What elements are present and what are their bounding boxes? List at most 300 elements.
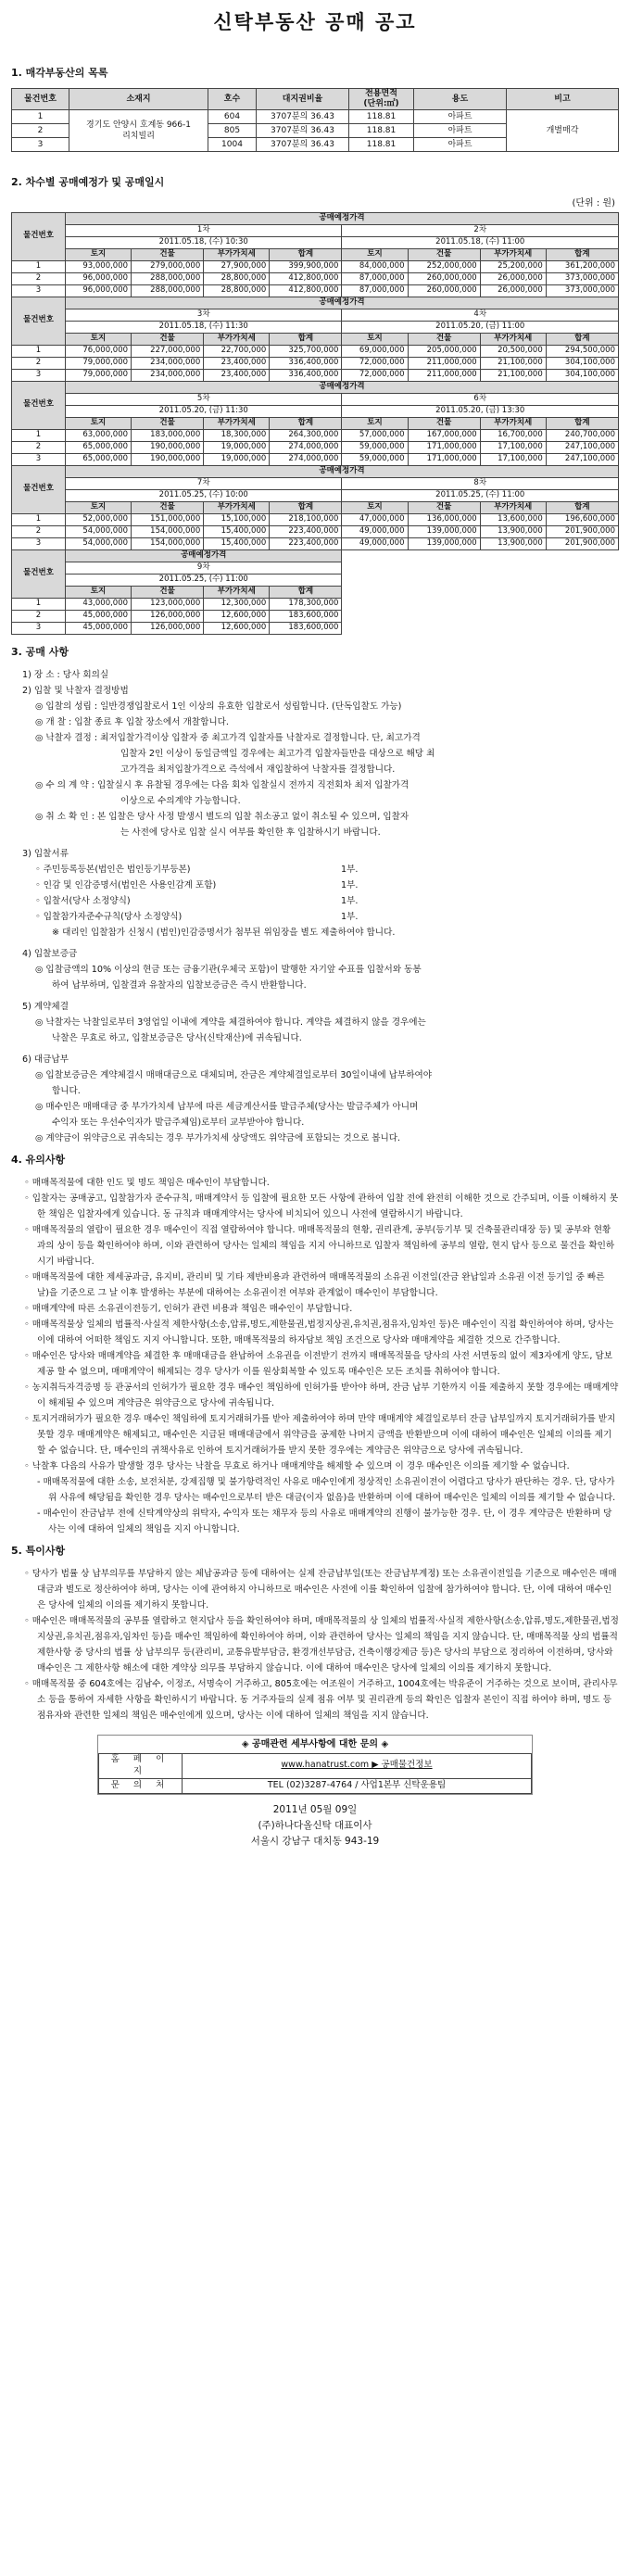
doc-item <box>11 909 619 925</box>
price-cell: 264,300,000 <box>270 429 342 441</box>
price-cell: 154,000,000 <box>132 537 204 549</box>
remark-cell: 개별매각 <box>507 110 619 152</box>
note-text: 매매목적물의 열람이 필요한 경우 매수인이 직접 열람하여야 합니다. 매매목적물의 현황, 권리관계, 공부(등기부 및 건축물관리대장 등) 및 공부와 현황과의 상이 등을 확인하여야 하며, 이와 관련하여 당사는 일체의 책임을 지지 아니하므로 입찰자 책임하에 공부의 열람, 현지 답사 등으로 물건을 확인하시기 바랍니다. <box>32 1224 615 1267</box>
auction-date: 2011.05.20, (금) 11:00 <box>342 321 619 333</box>
price-cell: 12,600,000 <box>204 622 270 634</box>
auction-date: 2011.05.18, (수) 10:30 <box>66 236 342 248</box>
price-cell: 72,000,000 <box>342 357 408 369</box>
bullet-icon: ◦ <box>24 1350 32 1361</box>
price-col-header: 토지 <box>66 586 132 598</box>
price-cell: 45,000,000 <box>66 622 132 634</box>
payment-text-1: ◎ 입찰보증금은 계약체결시 매매대금으로 대체되며, 잔금은 계약체결일로부터 30일이내에 납부하여야 <box>35 1069 432 1080</box>
contract-heading: 5) 계약체결 <box>22 1001 69 1012</box>
price-cell: 87,000,000 <box>342 272 408 284</box>
price-cell: 28,800,000 <box>204 272 270 284</box>
price-header: 공매예정가격 <box>66 381 619 393</box>
price-header: 공매예정가격 <box>66 212 619 224</box>
col-remark: 비고 <box>507 89 619 110</box>
price-col-header: 토지 <box>342 501 408 513</box>
doc-item <box>11 893 619 909</box>
doc-name: ◦ 주민등록등본(법인은 법인등기부등본) <box>35 864 191 875</box>
section-2-heading: 2. 차수별 공매예정가 및 공매일시 <box>11 176 165 189</box>
page-title: 신탁부동산 공매 공고 <box>213 11 417 33</box>
special-text: 매매목적물 중 604호에는 김남수, 이정조, 서명숙이 거주하고, 805호에는 여조원이 거주하고, 1004호에는 박유준이 거주하는 것으로 보이며, 관리사무소 등을 통하여 자세한 사항을 확인하시기 바랍니다. 동 거주자들의 실제 점유 여부 및 권리관계 등의 확인은 입찰자 본인이 직접 하여야 하며, 명도 등 점유자와 관련한 일체의 책임은 매수인에게 있으며, 당사는 이에 대하여 일체의 책임을 지지 않습니다. <box>32 1678 618 1721</box>
note-text: 매매목적물에 대한 인도 및 명도 책임은 매수인이 부담합니다. <box>32 1177 270 1188</box>
price-cell: 19,000,000 <box>204 453 270 465</box>
note-text: 입찰자는 공매공고, 입찰참가자 준수규칙, 매매계약서 등 입찰에 필요한 모든 사항에 관하여 입찰 전에 완전히 이해한 것으로 간주되며, 이를 이해하지 못한 책임은 입찰자에게 있습니다. 동 규칙과 매매계약서는 당사에 비치되어 있으니 사전에 열람하시기 바랍니다. <box>32 1193 619 1219</box>
price-cell: 87,000,000 <box>342 284 408 297</box>
price-cell: 183,600,000 <box>270 610 342 622</box>
column-header-row <box>12 417 619 429</box>
price-cell: 304,100,000 <box>546 357 618 369</box>
col-land-ratio: 대지권비율 <box>257 89 349 110</box>
price-cell: 178,300,000 <box>270 598 342 610</box>
price-col-header: 부가가치세 <box>480 333 546 345</box>
price-col-header: 건물 <box>132 501 204 513</box>
round-row <box>12 224 619 236</box>
price-cell: 139,000,000 <box>408 525 480 537</box>
price-cell: 43,000,000 <box>66 598 132 610</box>
item-no: 2 <box>12 272 66 284</box>
price-cell: 171,000,000 <box>408 453 480 465</box>
price-col-header: 부가가치세 <box>480 501 546 513</box>
note-text: 매매목적물상 일체의 법률적·사실적 제한사항(소송,압류,명도,제한물권,법정지상권,유치권,점유자,임차인 등)은 매수인이 직접 확인하여야 하며, 당사는 이에 대하여 어떠한 책임도 지지 아니합니다. 또한, 매매목적물의 하자담보 책임 조건으로 당사와 매매계약을 체결한 것으로 간주합니다. <box>32 1319 614 1345</box>
table-row <box>12 513 619 525</box>
price-cell: 373,000,000 <box>546 272 618 284</box>
price-cell: 13,900,000 <box>480 537 546 549</box>
col-area: 전용면적 (단위:㎡) <box>349 89 414 110</box>
use-cell: 아파트 <box>414 124 507 138</box>
ratio-cell: 3707분의 36.43 <box>257 138 349 152</box>
col-unit: 호수 <box>208 89 257 110</box>
price-col-header: 부가가치세 <box>480 417 546 429</box>
price-cell: 28,800,000 <box>204 284 270 297</box>
price-cell: 15,400,000 <box>204 537 270 549</box>
doc-name: ◦ 입찰서(당사 소정양식) <box>35 895 131 906</box>
item-no: 1 <box>12 513 66 525</box>
price-col-header: 부가가치세 <box>204 248 270 260</box>
round-row <box>12 309 619 321</box>
price-col-header: 합계 <box>270 501 342 513</box>
contact-box <box>97 1735 533 1795</box>
contract-text: ◎ 낙찰자는 낙찰일로부터 3영업일 이내에 계약을 체결하여야 합니다. 계약을 체결하지 않을 경우에는 <box>35 1017 426 1028</box>
payment-text-1-cont: 합니다. <box>52 1085 81 1096</box>
price-cell: 190,000,000 <box>132 453 204 465</box>
price-cell: 294,500,000 <box>546 345 618 357</box>
price-cell: 27,900,000 <box>204 260 270 272</box>
price-cell: 16,700,000 <box>480 429 546 441</box>
ratio-cell: 3707분의 36.43 <box>257 124 349 138</box>
price-cell: 218,100,000 <box>270 513 342 525</box>
docs-note: ※ 대리인 입찰참가 신청시 (법인)인감증명서가 첨부된 위임장을 별도 제출하여야 합니다. <box>52 927 396 938</box>
table-row <box>12 272 619 284</box>
payment-heading: 6) 대금납부 <box>22 1054 69 1065</box>
method-cancel-cont: 는 사전에 당사로 입찰 실시 여부를 확인한 후 입찰하시기 바랍니다. <box>120 827 381 838</box>
section-4-heading: 4. 유의사항 <box>11 1153 66 1166</box>
price-cell: 72,000,000 <box>342 369 408 381</box>
price-cell: 59,000,000 <box>342 453 408 465</box>
signature-date: 2011년 05월 09일 <box>272 1803 358 1815</box>
note-text: 낙찰후 다음의 사유가 발생할 경우 당사는 낙찰을 무효로 하거나 매매계약을 해제할 수 있으며 이 경우 매수인은 이의를 제기할 수 없습니다. <box>32 1460 570 1471</box>
note-item <box>11 1380 619 1411</box>
area-cell: 118.81 <box>349 138 414 152</box>
price-col-header: 건물 <box>408 501 480 513</box>
price-cell: 93,000,000 <box>66 260 132 272</box>
price-cell: 96,000,000 <box>66 272 132 284</box>
doc-qty: 1부. <box>341 879 359 890</box>
price-cell: 18,300,000 <box>204 429 270 441</box>
note-item <box>11 1317 619 1348</box>
price-cell: 190,000,000 <box>132 441 204 453</box>
note-sub-item: - 매매목적물에 대한 소송, 보전처분, 강제집행 및 불가항력적인 사유로 매수인에게 정상적인 소유권이전이 어렵다고 당사가 판단하는 경우. 단, 당사가 위 사유에 해당됨을 확인한 경우 당사는 매수인으로부터 받은 대금(이자 없음)을 반환하며 이에 대하여 매수인은 일체의 이의를 제기할 수 없습니다. <box>37 1476 616 1503</box>
price-cell: 183,600,000 <box>270 622 342 634</box>
signature-address: 서울시 강남구 대치동 943-19 <box>250 1835 380 1847</box>
item-no-header: 물건번호 <box>12 465 66 513</box>
bullet-icon: ◦ <box>24 1193 32 1204</box>
price-cell: 151,000,000 <box>132 513 204 525</box>
method-heading: 2) 입찰 및 낙찰자 결정방법 <box>22 685 129 696</box>
section-3-heading: 3. 공매 사항 <box>11 645 69 658</box>
price-cell: 247,100,000 <box>546 441 618 453</box>
price-col-header: 건물 <box>132 586 204 598</box>
property-table <box>11 88 619 152</box>
doc-qty: 1부. <box>341 864 359 875</box>
area-cell: 118.81 <box>349 124 414 138</box>
price-cell: 336,400,000 <box>270 369 342 381</box>
price-cell: 79,000,000 <box>66 357 132 369</box>
round-label: 7차 <box>66 477 342 489</box>
price-col-header: 토지 <box>342 333 408 345</box>
price-col-header: 부가가치세 <box>204 333 270 345</box>
price-cell: 234,000,000 <box>132 369 204 381</box>
auction-date: 2011.05.20, (금) 11:30 <box>66 405 342 417</box>
price-block-header <box>12 297 619 309</box>
price-cell: 12,600,000 <box>204 610 270 622</box>
item-no-header: 물건번호 <box>12 212 66 260</box>
price-header: 공매예정가격 <box>66 465 619 477</box>
area-cell: 118.81 <box>349 110 414 124</box>
price-cell: 79,000,000 <box>66 369 132 381</box>
price-cell: 17,100,000 <box>480 453 546 465</box>
item-no: 2 <box>12 124 69 138</box>
special-text: 매수인은 매매목적물의 공부를 열람하고 현지답사 등을 확인하여야 하며, 매매목적물의 상 일체의 법률적·사실적 제한사항(소송,압류,명도,제한물권,법정지상권,유치권,점유자,임차인 등)을 매수인 책임하에 확인하여야 하며, 이와 관련하여 당사는 일체의 책임을 지지 않습니다. 단, 매매목적물 상의 법률적 제한사항 중 당사의 법률 상 납부의무 등(관리비, 교통유발부담금, 환경개선부담금, 건축이행강제금 등)은 당사의 부담으로 정리하여 이전하며, 당사와 매수인은 그 제한사항 해소에 대한 계약상 의무를 부담하지 않습니다. 이에 대하여 매수인은 당사에 일체의 이의를 제기하지 못합니다. <box>32 1615 619 1673</box>
payment-text-2-cont: 수익자 또는 우선수익자가 발급주체임)로부터 교부받아야 합니다. <box>52 1117 305 1128</box>
col-use: 용도 <box>414 89 507 110</box>
round-row <box>12 393 619 405</box>
bullet-icon: ◦ <box>24 1382 32 1393</box>
note-text: 토지거래허가가 필요한 경우 매수인 책임하에 토지거래허가를 받아 제출하여야 하며 만약 매매계약 체결일로부터 잔금 납부일까지 토지거래허가를 받지 못할 경우 매매계약은 해제되고, 매수인은 지급된 매매대금에서 위약금을 공제한 나머지 금액을 반환받으며 이에 대하여 매수인은 일체의 이의를 제기할 수 없습니다. 단, 매수인의 귀책사유로 인하여 토지거래허가를 받지 못한 경우에는 계약금은 위약금으로 당사에 귀속됩니다. <box>32 1413 616 1456</box>
item-no-header: 물건번호 <box>12 549 66 598</box>
price-cell: 20,500,000 <box>480 345 546 357</box>
price-cell: 13,600,000 <box>480 513 546 525</box>
price-cell: 69,000,000 <box>342 345 408 357</box>
col-location: 소재지 <box>69 89 208 110</box>
price-col-header: 건물 <box>132 248 204 260</box>
auction-date: 2011.05.25, (수) 11:00 <box>342 489 619 501</box>
item-no: 3 <box>12 453 66 465</box>
bullet-icon: ◦ <box>24 1177 32 1188</box>
price-schedule-table <box>11 212 619 635</box>
price-block-header <box>12 465 619 477</box>
price-cell: 167,000,000 <box>408 429 480 441</box>
auction-date: 2011.05.25, (수) 11:00 <box>66 574 342 586</box>
payment-text-2: ◎ 매수인은 매매대금 중 부가가치세 납부에 따른 세금계산서를 발급주체(당사는 발급주체가 아니며 <box>35 1101 419 1112</box>
price-cell: 136,000,000 <box>408 513 480 525</box>
item-no-header: 물건번호 <box>12 297 66 345</box>
price-cell: 247,100,000 <box>546 453 618 465</box>
price-block-header <box>12 381 619 393</box>
payment-text-3: ◎ 계약금이 위약금으로 귀속되는 경우 부가가치세 상당액도 위약금에 포함되는 것으로 봅니다. <box>35 1132 401 1143</box>
docs-heading: 3) 입찰서류 <box>22 848 69 859</box>
doc-item <box>11 862 619 878</box>
section-5-heading: 5. 특이사항 <box>11 1544 66 1557</box>
item-no: 2 <box>12 357 66 369</box>
bullet-icon: ◦ <box>24 1460 32 1471</box>
round-row <box>12 477 619 489</box>
price-col-header: 합계 <box>546 333 618 345</box>
deposit-heading: 4) 입찰보증금 <box>22 948 78 959</box>
price-col-header: 합계 <box>546 501 618 513</box>
doc-qty: 1부. <box>341 911 359 922</box>
item-no: 1 <box>12 598 66 610</box>
price-cell: 399,900,000 <box>270 260 342 272</box>
deposit-text: ◎ 입찰금액의 10% 이상의 현금 또는 금융기관(우체국 포함)이 발행한 자기앞 수표를 입찰서와 동봉 <box>35 964 422 975</box>
price-col-header: 건물 <box>132 333 204 345</box>
method-private-contract: ◎ 수 의 계 약 : 입찰실시 후 유찰될 경우에는 다음 회차 입찰실시 전까지 직전회차 최저 입찰가격 <box>35 779 410 790</box>
bullet-icon: ◦ <box>24 1319 32 1330</box>
item-no: 2 <box>12 525 66 537</box>
bullet-icon: ◦ <box>24 1568 32 1579</box>
blank-area <box>342 549 619 634</box>
note-sub-item: - 매수인이 잔금납부 전에 신탁계약상의 위탁자, 수익자 또는 채무자 등의 사유로 매매계약의 진행이 불가능한 경우. 단, 이 경우 계약금은 반환하며 당사는 이에 대하여 일체의 책임을 지지 아니합니다. <box>37 1508 612 1534</box>
item-no: 3 <box>12 284 66 297</box>
auction-date: 2011.05.18, (수) 11:30 <box>66 321 342 333</box>
table-row <box>12 429 619 441</box>
price-cell: 84,000,000 <box>342 260 408 272</box>
price-col-header: 합계 <box>270 417 342 429</box>
item-no: 1 <box>12 110 69 124</box>
price-col-header: 합계 <box>270 248 342 260</box>
homepage-link[interactable]: www.hanatrust.com ▶ 공매물건정보 <box>183 1754 532 1779</box>
price-col-header: 부가가치세 <box>204 586 270 598</box>
column-header-row <box>12 248 619 260</box>
note-text: 매수인은 당사와 매매계약을 체결한 후 매매대금을 완납하여 소유권을 이전받기 전까지 매매목적물을 당사의 사전 서면동의 없이 제3자에게 양도, 담보제공 할 수 없으며, 매매계약이 해제되는 경우 당사가 이를 원상회복할 수 있도록 매수인은 모든 조치를 취하여야 합니다. <box>32 1350 613 1377</box>
bullet-icon: ◦ <box>24 1615 32 1626</box>
method-bid-valid: ◎ 입찰의 성립 : 일반경쟁입찰로서 1인 이상의 유효한 입찰로서 성립합니다. (단독입찰도 가능) <box>35 701 402 712</box>
item-no-header: 물건번호 <box>12 381 66 429</box>
price-cell: 123,000,000 <box>132 598 204 610</box>
contact-phone: TEL (02)3287-4764 / 사업1본부 신탁운용팀 <box>183 1778 532 1793</box>
contact-label: 홈 페 이 지 <box>99 1754 183 1779</box>
unit-cell: 1004 <box>208 138 257 152</box>
doc-qty: 1부. <box>341 895 359 906</box>
contact-caption: ◈ 공매관련 세부사항에 대한 문의 ◈ <box>241 1738 389 1749</box>
docs-list <box>11 862 619 925</box>
price-cell: 76,000,000 <box>66 345 132 357</box>
price-cell: 260,000,000 <box>408 284 480 297</box>
location-cell: 경기도 안양시 호계동 966-1 리치빌리 <box>69 110 208 152</box>
price-col-header: 합계 <box>546 248 618 260</box>
price-cell: 54,000,000 <box>66 537 132 549</box>
use-cell: 아파트 <box>414 110 507 124</box>
price-col-header: 부가가치세 <box>480 248 546 260</box>
price-cell: 52,000,000 <box>66 513 132 525</box>
contact-table <box>98 1753 532 1794</box>
bullet-icon: ◦ <box>24 1303 32 1314</box>
table-row <box>12 284 619 297</box>
price-cell: 183,000,000 <box>132 429 204 441</box>
price-col-header: 부가가치세 <box>204 501 270 513</box>
table-row <box>12 357 619 369</box>
signature-company: (주)하나다올신탁 대표이사 <box>258 1819 372 1831</box>
item-no: 3 <box>12 537 66 549</box>
price-cell: 12,300,000 <box>204 598 270 610</box>
price-cell: 196,600,000 <box>546 513 618 525</box>
note-text: 농지취득자격증명 등 관공서의 인허가가 필요한 경우 매수인 책임하에 인허가를 받아야 하며, 잔금 납부 기한까지 이를 제출하지 못할 경우에는 매매계약이 해제될 수 있으며 계약금은 위약금으로 당사에 귀속됩니다. <box>32 1382 619 1408</box>
note-item <box>11 1175 619 1191</box>
price-cell: 234,000,000 <box>132 357 204 369</box>
table-row <box>12 110 619 124</box>
notes-list <box>11 1175 619 1537</box>
item-no: 3 <box>12 369 66 381</box>
price-cell: 21,100,000 <box>480 369 546 381</box>
note-item <box>11 1269 619 1301</box>
note-item <box>11 1458 619 1474</box>
price-cell: 227,000,000 <box>132 345 204 357</box>
price-cell: 361,200,000 <box>546 260 618 272</box>
price-cell: 126,000,000 <box>132 622 204 634</box>
round-label: 1차 <box>66 224 342 236</box>
price-cell: 211,000,000 <box>408 357 480 369</box>
round-label: 9차 <box>66 562 342 574</box>
table-row <box>12 441 619 453</box>
auction-date: 2011.05.20, (금) 13:30 <box>342 405 619 417</box>
price-col-header: 건물 <box>408 417 480 429</box>
price-cell: 49,000,000 <box>342 525 408 537</box>
price-cell: 211,000,000 <box>408 369 480 381</box>
method-winner: ◎ 낙찰자 결정 : 최저입찰가격이상 입찰자 중 최고가격 입찰자를 낙찰자로 결정합니다. 단, 최고가격 <box>35 732 421 743</box>
price-cell: 274,000,000 <box>270 453 342 465</box>
place-line: 1) 장 소 : 당사 회의실 <box>22 669 109 680</box>
doc-name: ◦ 입찰참가자준수규칙(당사 소정양식) <box>35 911 183 922</box>
price-cell: 65,000,000 <box>66 441 132 453</box>
special-item <box>11 1613 619 1676</box>
price-cell: 49,000,000 <box>342 537 408 549</box>
col-item-no: 물건번호 <box>12 89 69 110</box>
price-cell: 288,000,000 <box>132 272 204 284</box>
note-text: 매매목적물에 대한 제세공과금, 유지비, 관리비 및 기타 제반비용과 관련하여 매매목적물의 소유권 이전일(잔금 완납일과 소유권 이전 등기일 중 빠른 날)을 기준으로 그 날 이후 발생하는 부분에 대하여는 소유권이전 여부와 관계없이 매수인이 부담합니다. <box>32 1271 605 1298</box>
price-col-header: 토지 <box>342 417 408 429</box>
price-cell: 26,000,000 <box>480 284 546 297</box>
doc-name: ◦ 인감 및 인감증명서(법인은 사용인감계 포함) <box>35 879 217 890</box>
table-row <box>12 369 619 381</box>
price-col-header: 부가가치세 <box>204 417 270 429</box>
date-row <box>12 489 619 501</box>
deposit-text-cont: 하여 납부하며, 입찰결과 유찰자의 입찰보증금은 즉시 반환합니다. <box>52 979 307 991</box>
price-cell: 23,400,000 <box>204 369 270 381</box>
price-cell: 201,900,000 <box>546 525 618 537</box>
method-winner-cont: 입찰자 2인 이상이 동일금액일 경우에는 최고가격 입찰자들만을 대상으로 해당 최 <box>120 748 435 759</box>
price-cell: 65,000,000 <box>66 453 132 465</box>
price-cell: 17,100,000 <box>480 441 546 453</box>
special-list <box>11 1566 619 1724</box>
signature-block <box>11 1802 619 1850</box>
price-cell: 25,200,000 <box>480 260 546 272</box>
item-no: 1 <box>12 345 66 357</box>
price-cell: 15,400,000 <box>204 525 270 537</box>
date-row <box>12 321 619 333</box>
price-cell: 373,000,000 <box>546 284 618 297</box>
bullet-icon: ◦ <box>24 1271 32 1282</box>
auction-date: 2011.05.18, (수) 11:00 <box>342 236 619 248</box>
special-text: 당사가 법률 상 납부의무를 부담하지 않는 체납공과금 등에 대하여는 실제 잔금납부일(또는 잔금납부계정) 또는 소유권이전일을 기준으로 매수인은 매매대금과 별도로 정산하여야 하며, 당사는 이에 관여하지 아니하므로 매수인은 사전에 이를 확인하여 입찰에 참가하여야 합니다. 단, 이에 대하여 매수인은 당사에 일체의 이의를 제기하지 못합니다. <box>32 1568 617 1610</box>
method-private-contract-cont: 이상으로 수의계약 가능합니다. <box>120 795 241 806</box>
column-header-row <box>12 501 619 513</box>
price-cell: 47,000,000 <box>342 513 408 525</box>
round-label: 4차 <box>342 309 619 321</box>
price-col-header: 합계 <box>270 586 342 598</box>
bullet-icon: ◦ <box>24 1678 32 1689</box>
auction-date: 2011.05.25, (수) 10:00 <box>66 489 342 501</box>
contact-row <box>99 1778 532 1793</box>
price-col-header: 건물 <box>408 248 480 260</box>
note-item <box>11 1348 619 1380</box>
price-col-header: 건물 <box>408 333 480 345</box>
price-cell: 63,000,000 <box>66 429 132 441</box>
price-cell: 45,000,000 <box>66 610 132 622</box>
table-row <box>12 345 619 357</box>
unit-cell: 604 <box>208 110 257 124</box>
date-row <box>12 405 619 417</box>
unit-cell: 805 <box>208 124 257 138</box>
note-item <box>11 1191 619 1222</box>
price-col-header: 토지 <box>66 417 132 429</box>
price-cell: 274,000,000 <box>270 441 342 453</box>
round-label: 2차 <box>342 224 619 236</box>
price-col-header: 합계 <box>546 417 618 429</box>
price-col-header: 합계 <box>270 333 342 345</box>
note-item <box>11 1222 619 1269</box>
price-col-header: 토지 <box>66 333 132 345</box>
method-opening: ◎ 개 찰 : 입찰 종료 후 입찰 장소에서 개찰합니다. <box>35 716 229 727</box>
price-col-header: 건물 <box>132 417 204 429</box>
price-cell: 412,800,000 <box>270 272 342 284</box>
column-header-row <box>12 333 619 345</box>
price-cell: 23,400,000 <box>204 357 270 369</box>
note-item <box>11 1411 619 1458</box>
item-no: 2 <box>12 610 66 622</box>
use-cell: 아파트 <box>414 138 507 152</box>
price-cell: 57,000,000 <box>342 429 408 441</box>
price-col-header: 토지 <box>342 248 408 260</box>
round-label: 8차 <box>342 477 619 489</box>
item-no: 3 <box>12 138 69 152</box>
table-row <box>12 260 619 272</box>
price-cell: 260,000,000 <box>408 272 480 284</box>
special-item <box>11 1566 619 1613</box>
price-col-header: 토지 <box>66 501 132 513</box>
property-table-header <box>12 89 619 110</box>
method-cancel: ◎ 취 소 확 인 : 본 입찰은 당사 사정 발생시 별도의 입찰 취소공고 없이 취소될 수 있으며, 입찰자 <box>35 811 410 822</box>
item-no: 2 <box>12 441 66 453</box>
round-label: 3차 <box>66 309 342 321</box>
price-cell: 336,400,000 <box>270 357 342 369</box>
item-no: 3 <box>12 622 66 634</box>
price-cell: 412,800,000 <box>270 284 342 297</box>
bullet-icon: ◦ <box>24 1413 32 1424</box>
price-cell: 252,000,000 <box>408 260 480 272</box>
price-cell: 96,000,000 <box>66 284 132 297</box>
